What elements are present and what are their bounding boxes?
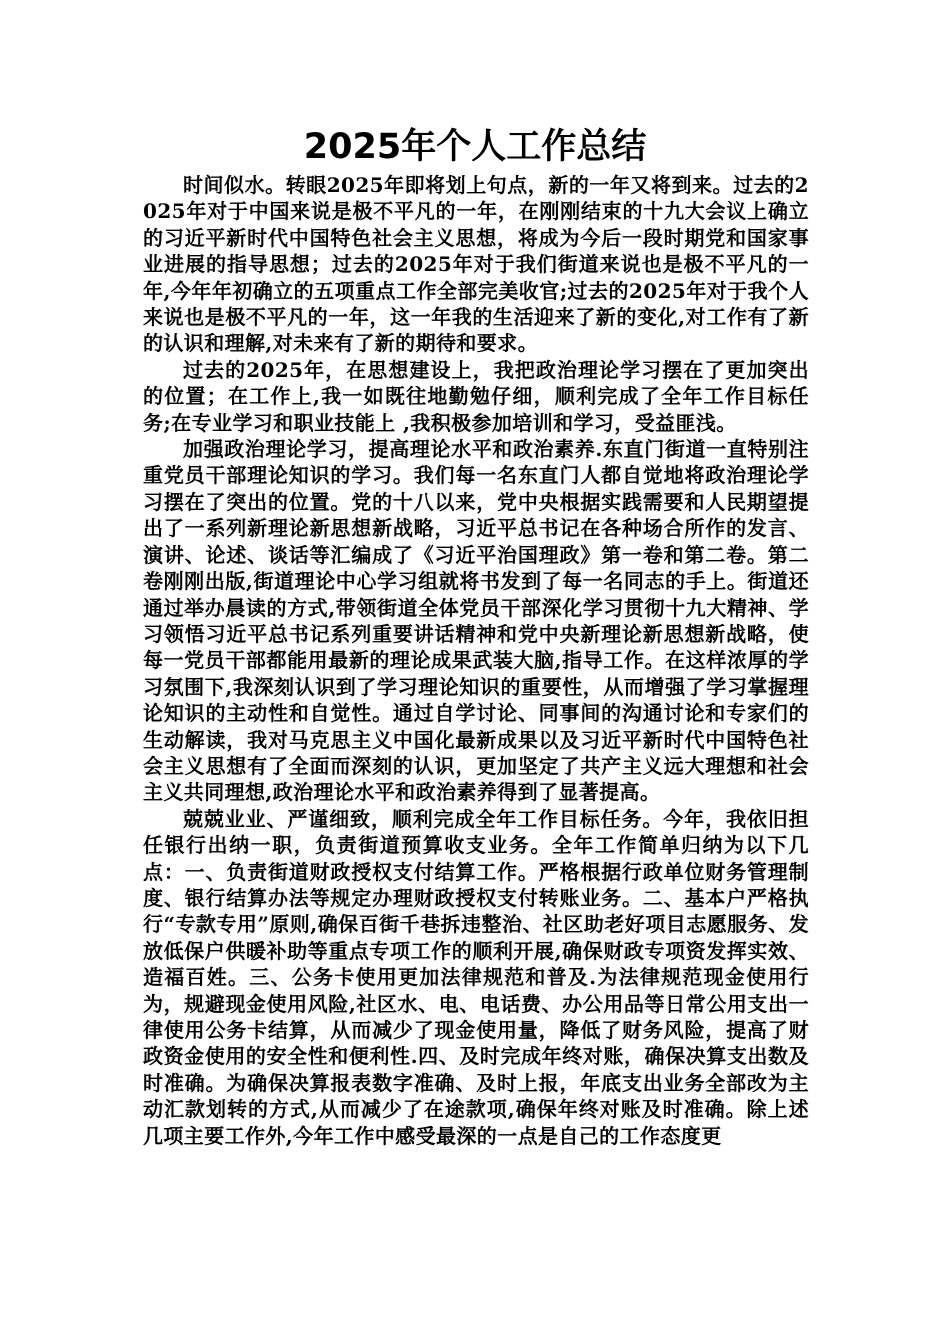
- document-title: 2025年个人工作总结: [303, 127, 647, 167]
- document-body: [143, 172, 809, 1149]
- paragraph-overview: 过去的2025年，在思想建设上，我把政治理论学习摆在了更加突出的位置；在工作上,我一如既往地勤勉仔细，顺利完成了全年工作目标任务;在专业学习和职业技能上 ,我积极参加培训和学习，受益匪浅。: [143, 357, 809, 435]
- paragraph-theory-study: 加强政治理论学习，提高理论水平和政治素养.东直门街道一直特别注重党员干部理论知识的学习。我们每一名东直门人都自觉地将政治理论学习摆在了突出的位置。党的十八以来，党中央根据实践需要和人民期望提出了一系列新理论新思想新战略，习近平总书记在各种场合所作的发言、演讲、论述、谈话等汇编成了《习近平治国理政》第一卷和第二卷。第二卷刚刚出版,街道理论中心学习组就将书发到了每一名同志的手上。街道还通过举办晨读的方式,带领街道全体党员干部深化学习贯彻十九大精神、学习领悟习近平总书记系列重要讲话精神和党中央新理论新思想新战略，使每一党员干部都能用最新的理论成果武装大脑,指导工作。在这样浓厚的学习氛围下,我深刻认识到了学习理论知识的重要性，从而增强了学习掌握理论知识的主动性和自觉性。通过自学讨论、同事间的沟通讨论和专家们的生动解读，我对马克思主义中国化最新成果以及习近平新时代中国特色社会主义思想有了全面而深刻的认识，更加坚定了共产主义远大理想和社会主义共同理想,政治理论水平和政治素养得到了显著提高。: [143, 437, 809, 805]
- paragraph-work-tasks: 兢兢业业、严谨细致，顺利完成全年工作目标任务。今年，我依旧担任银行出纳一职，负责街道预算收支业务。全年工作简单归纳为以下几点：一、负责街道财政授权支付结算工作。严格根据行政单位财务管理制度、银行结算办法等规定办理财政授权支付转账业务。二、基本户严格执行“专款专用”原则,确保百街千巷拆违整治、社区助老好项目志愿服务、发放低保户供暖补助等重点专项工作的顺利开展,确保财政专项资发挥实效、造福百姓。三、公务卡使用更加法律规范和普及.为法律规范现金使用行为，规避现金使用风险,社区水、电、电话费、办公用品等日常公用支出一律使用公务卡结算，从而减少了现金使用量，降低了财务风险，提高了财政资金使用的安全性和便利性.四、及时完成年终对账，确保决算支出数及时准确。为确保决算报表数字准确、及时上报，年底支出业务全部改为主动汇款划转的方式,从而减少了在途款项,确保年终对账及时准确。除上述几项主要工作外,今年工作中感受最深的一点是自己的工作态度更: [143, 806, 809, 1148]
- paragraph-intro: 时间似水。转眼2025年即将划上句点，新的一年又将到来。过去的2025年对于中国来说是极不平凡的一年，在刚刚结束的十九大会议上确立的习近平新时代中国特色社会主义思想，将成为今后一段时期党和国家事业进展的指导思想；过去的2025年对于我们街道来说也是极不平凡的一年,今年年初确立的五项重点工作全部完美收官;过去的2025年对于我个人来说也是极不平凡的一年，这一年我的生活迎来了新的变化,对工作有了新的认识和理解,对未来有了新的期待和要求。: [143, 173, 809, 356]
